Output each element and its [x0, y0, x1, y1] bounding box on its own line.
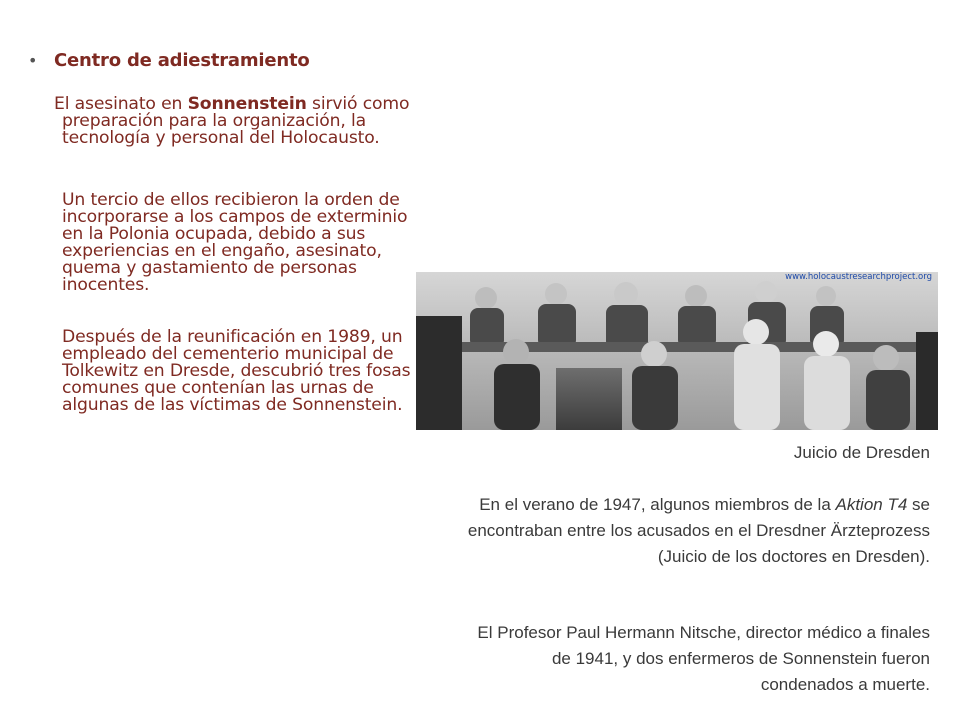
- paragraph-camps: Un tercio de ellos recibieron la orden de incorporarse a los campos de exterminio en la Polonia ocupada, debido a sus experiencias en el engaño, asesinato, quema y gastamiento de personas inocentes.: [62, 190, 408, 295]
- paragraph-rest: sirvió como preparación para la organización, la tecnología y personal del Holocausto.: [62, 94, 410, 148]
- aktion-t4-italic: Aktion T4: [835, 495, 908, 514]
- photo-credit-link[interactable]: www.holocaustresearchproject.org: [785, 272, 932, 282]
- trial-photo-image: [416, 272, 938, 430]
- caption-p1-rest: se encontraban entre los acusados en el Dresdner Ärzteprozess (Juicio de los doctores en Dresden).: [467, 495, 930, 566]
- paragraph-lead: El asesinato en: [54, 94, 188, 114]
- bullet-heading: [28, 50, 310, 71]
- section-title: Centro de adiestramiento: [54, 50, 310, 71]
- sonnenstein-bold: Sonnenstein: [187, 94, 307, 114]
- caption-paragraph-trial: [460, 492, 930, 570]
- trial-photo: [416, 272, 938, 430]
- caption-p1-lead: En el verano de 1947, algunos miembros de la: [479, 495, 836, 514]
- bullet-icon: •: [28, 51, 38, 70]
- caption-paragraph-sentence: El Profesor Paul Hermann Nitsche, director médico a finales de 1941, y dos enfermeros de Sonnenstein fueron condenados a muerte.: [477, 623, 930, 694]
- paragraph-reunification: Después de la reunificación en 1989, un empleado del cementerio municipal de Tolkewitz en Dresde, descubrió tres fosas comunes que contenían las urnas de algunas de las víctimas de Sonnenstein.: [62, 327, 411, 415]
- paragraph-training: [54, 94, 414, 148]
- caption-title: Juicio de Dresden: [793, 443, 930, 462]
